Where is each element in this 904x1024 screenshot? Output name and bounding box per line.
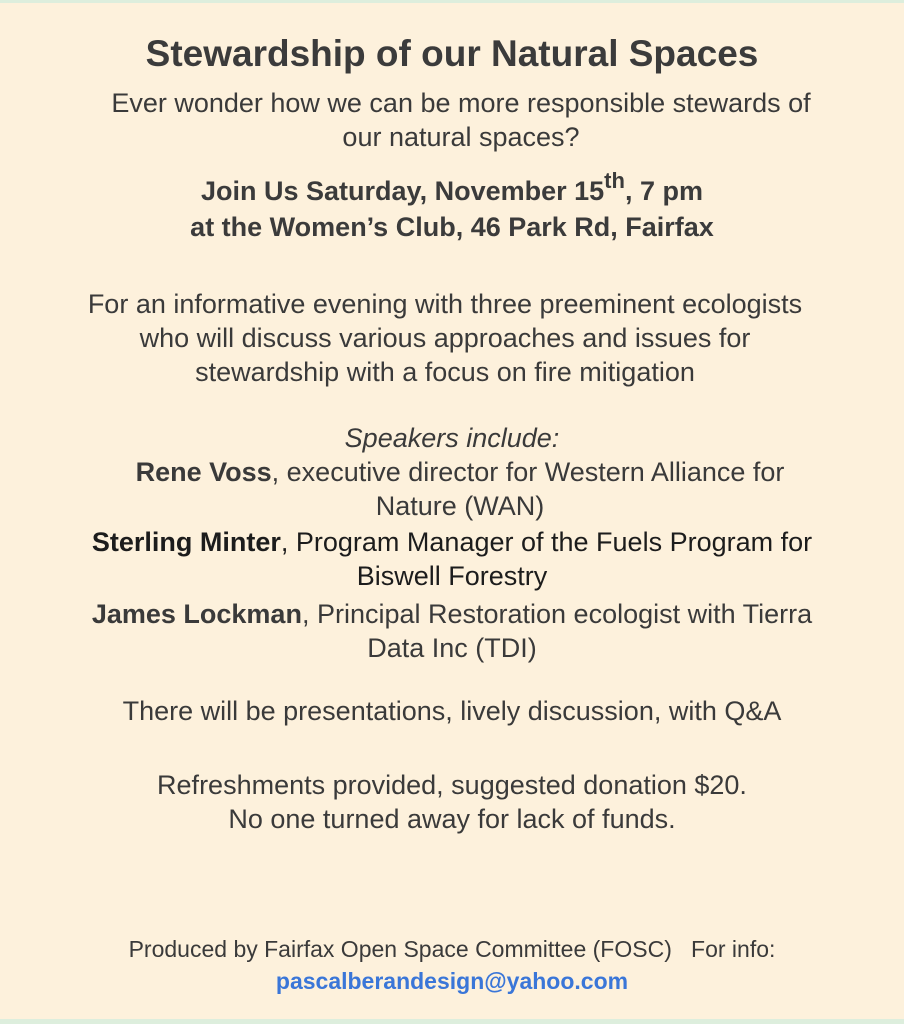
speaker-name: Rene Voss xyxy=(135,457,272,487)
speaker-item xyxy=(0,597,904,665)
speaker-role-cont: Data Inc (TDI) xyxy=(367,633,537,663)
speaker-item xyxy=(0,455,904,523)
description-line-2: who will discuss various approaches and issues for xyxy=(139,323,751,353)
speaker-item xyxy=(0,525,904,593)
event-location: at the Women’s Club, 46 Park Rd, Fairfax xyxy=(190,212,714,242)
refreshments-note xyxy=(0,768,904,836)
contact-email-link[interactable]: pascalberandesign@yahoo.com xyxy=(275,968,629,994)
speaker-name: James Lockman xyxy=(91,599,302,629)
speaker-role-cont: Nature (WAN) xyxy=(375,491,545,521)
description-line-3: stewardship with a focus on fire mitigation xyxy=(195,357,695,387)
speaker-role: , Principal Restoration ecologist with Tierra xyxy=(301,599,813,629)
event-time: , 7 pm xyxy=(624,176,703,206)
qa-line: There will be presentations, lively discussion, with Q&A xyxy=(122,696,782,726)
event-description xyxy=(0,287,890,389)
event-date-suffix: th xyxy=(604,168,625,193)
refreshments-line-1: Refreshments provided, suggested donation $20. xyxy=(157,770,747,800)
description-line-1: For an informative evening with three preeminent ecologists xyxy=(87,289,803,319)
producer-credit: Produced by Fairfax Open Space Committee (FOSC) For info: xyxy=(128,936,776,962)
speaker-role-cont: Biswell Forestry xyxy=(356,561,548,591)
event-date-line xyxy=(0,168,904,209)
event-date: Join Us Saturday, November 15 xyxy=(201,176,605,206)
speakers-heading: Speakers include: xyxy=(344,423,560,453)
speaker-role: , Program Manager of the Fuels Program for xyxy=(280,527,813,557)
speaker-name: Sterling Minter xyxy=(91,527,281,557)
intro-line-1: Ever wonder how we can be more responsible stewards of xyxy=(111,88,811,118)
speaker-role: , executive director for Western Alliance for xyxy=(271,457,785,487)
flyer-page xyxy=(0,3,904,1019)
intro-line-2: our natural spaces? xyxy=(342,122,580,152)
footer xyxy=(0,933,904,997)
intro-text xyxy=(0,86,904,154)
refreshments-line-2: No one turned away for lack of funds. xyxy=(228,804,676,834)
event-details xyxy=(0,168,904,245)
flyer-title: Stewardship of our Natural Spaces xyxy=(145,33,759,74)
